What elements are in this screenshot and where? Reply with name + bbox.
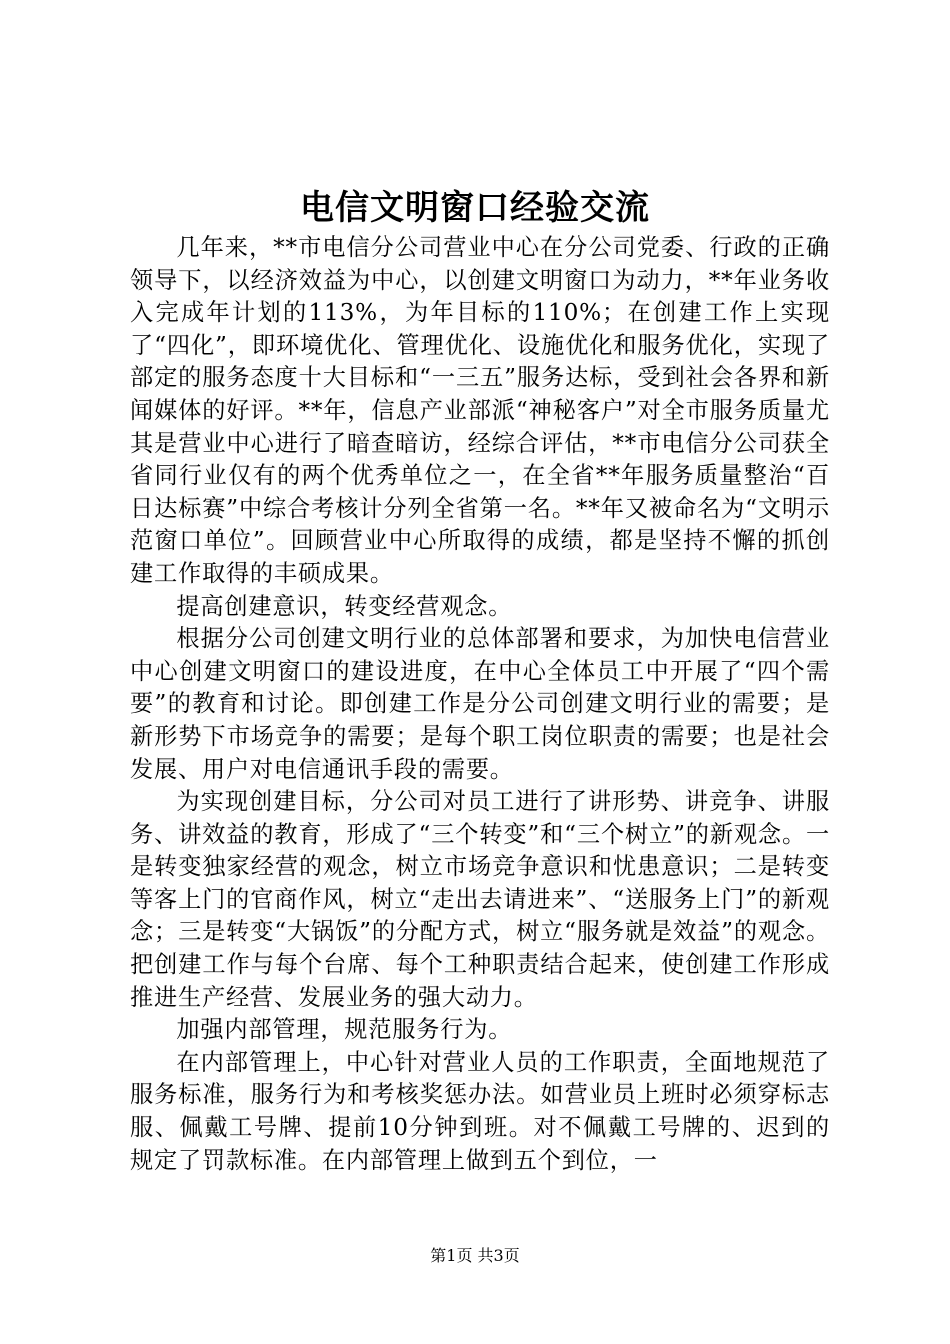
section-heading-management: 加强内部管理，规范服务行为。 (176, 1016, 513, 1044)
document-title: 电信文明窗口经验交流 (300, 188, 650, 228)
paragraph-intro: 几年来，**市电信分公司营业中心在分公司党委、行政的正确领导下，以经济效益为中心，以创建文明窗口为动力，**年业务收入完成年计划的113%，为年目标的110%；在创建工作上实现了“四化”，即环境优化、管理优化、设施优化和服务优化，实现了部定的服务态度十大目标和“一三五”服务达标，受到社会各界和新闻媒体的好评。**年，信息产业部派“神秘客户”对全市服务质量尤其是营业中心进行了暗查暗访，经综合评估，**市电信分公司获全省同行业仅有的两个优秀单位之一，在全省**年服务质量整治“百日达标赛”中综合考核计分列全省第一名。**年又被命名为“文明示范窗口单位”。回顾营业中心所取得的成绩，都是坚持不懈的抓创建工作取得的丰硕成果。 (130, 234, 830, 587)
paragraph-internal-management: 在内部管理上，中心针对营业人员的工作职责，全面地规范了服务标准，服务行为和考核奖惩办法。如营业员上班时必须穿标志服、佩戴工号牌、提前10分钟到班。对不佩戴工号牌的、迟到的规定了罚款标准。在内部管理上做到五个到位，一 (130, 1048, 830, 1174)
paragraph-four-needs: 根据分公司创建文明行业的总体部署和要求，为加快电信营业中心创建文明窗口的建设进度，在中心全体员工中开展了“四个需要”的教育和讨论。即创建工作是分公司创建文明行业的需要；是新形势下市场竞争的需要；是每个职工岗位职责的需要；也是社会发展、用户对电信通讯手段的需要。 (130, 625, 830, 783)
page-number-footer: 第1页 共3页 (430, 1246, 520, 1265)
document-body (130, 232, 830, 1177)
paragraph-three-changes: 为实现创建目标，分公司对员工进行了讲形势、讲竞争、讲服务、讲效益的教育，形成了“三个转变”和“三个树立”的新观念。一是转变独家经营的观念，树立市场竞争意识和忧患意识；二是转变等客上门的官商作风，树立“走出去请进来”、“送服务上门”的新观念；三是转变“大锅饭”的分配方式，树立“服务就是效益”的观念。把创建工作与每个台席、每个工种职责结合起来，使创建工作形成推进生产经营、发展业务的强大动力。 (130, 788, 830, 1011)
section-heading-awareness: 提高创建意识，转变经营观念。 (176, 592, 513, 620)
